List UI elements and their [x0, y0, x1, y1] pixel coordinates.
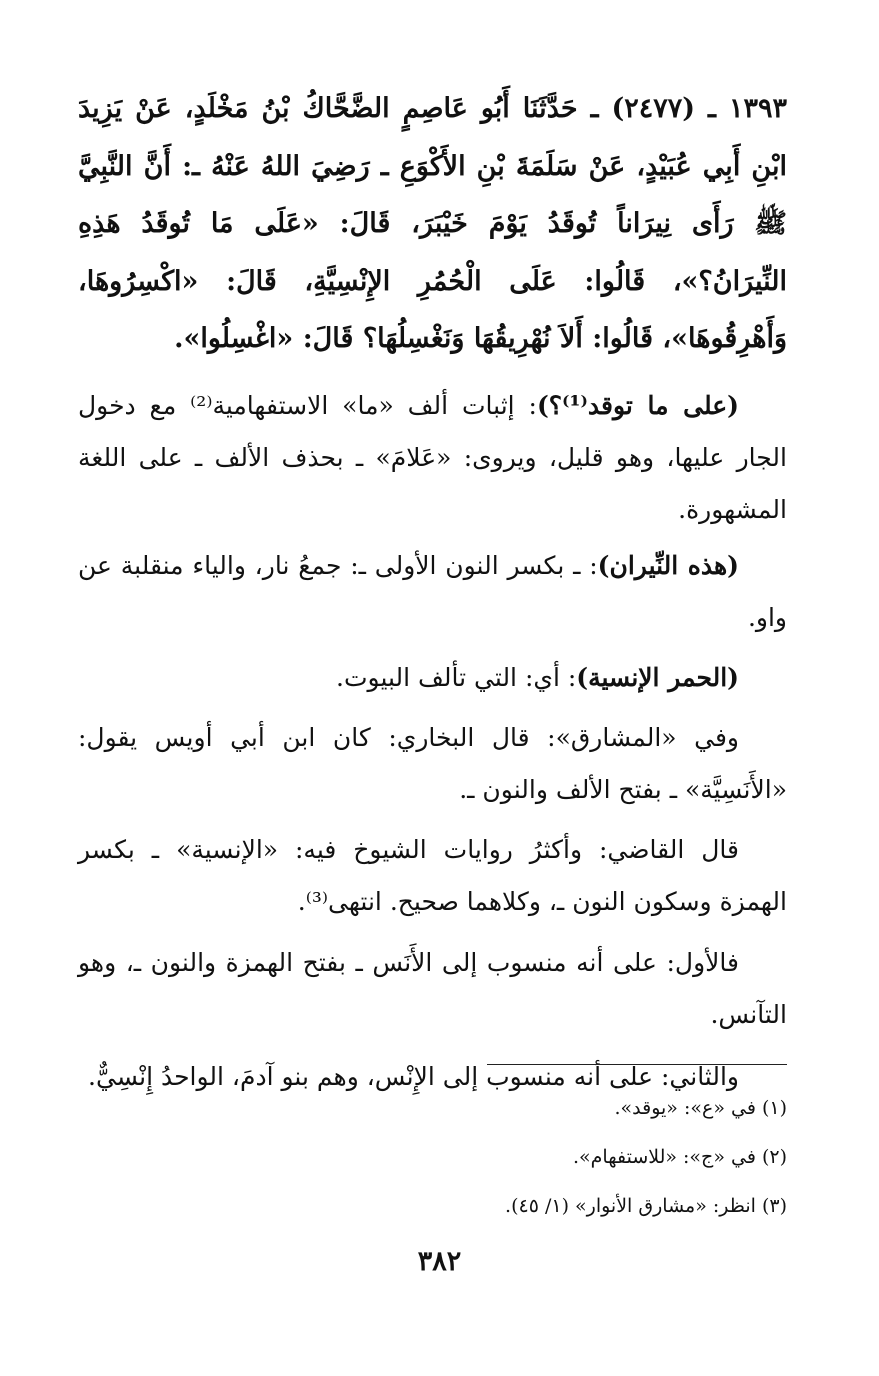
commentary-lead-3: (الحمر الإنسية): [576, 662, 739, 692]
commentary-paragraph-1: [78, 380, 787, 536]
commentary-paragraph-6: [78, 937, 787, 1041]
footnote-2: (٢) في «ج»: «للاستفهام».: [573, 1146, 787, 1168]
hadith-text: ١٣٩٣ ـ (٢٤٧٧) ـ حَدَّثَنَا أَبُو عَاصِمٍ الضَّحَّاكُ بْنُ مَخْلَدٍ، عَنْ يَزِيدَ ابْنِ أَبِي عُبَيْدٍ، عَنْ سَلَمَةَ بْنِ الأَكْوَعِ ـ رَضِيَ اللهُ عَنْهُ ـ: أَنَّ النَّبِيَّ ﷺ رَأَى نِيرَاناً تُوقَدُ يَوْمَ خَيْبَرَ، قَالَ: «عَلَى مَا تُوقَدُ هَذِهِ النِّيرَانُ؟»، قَالُوا: عَلَى الْحُمُرِ الإِنْسِيَّةِ، قَالَ: «اكْسِرُوهَا، وَأَهْرِقُوهَا»، قَالُوا: أَلاَ نُهْرِيقُهَا وَنَغْسِلُهَا؟ قَالَ: «اغْسِلُوا».: [78, 93, 787, 354]
footnote-1: (١) في «ع»: «يوقد».: [614, 1097, 787, 1119]
commentary-paragraph-5: [78, 824, 787, 928]
commentary-text-4: وفي «المشارق»: قال البخاري: كان ابن أبي أويس يقول: «الأَنَسِيَّة» ـ بفتح الألف والنون ـ.: [78, 722, 787, 804]
commentary-paragraph-2: [78, 540, 787, 644]
commentary-paragraph-4: [78, 712, 787, 816]
commentary-lead-2: (هذه النِّيران): [597, 550, 740, 580]
commentary-text-1: : إثبات ألف «ما» الاستفهامية⁽²⁾ مع دخول الجار عليها، وهو قليل، ويروى: «عَلامَ» ـ بحذف الألف ـ على اللغة المشهورة.: [78, 390, 787, 524]
page-number: ٣٨٢: [417, 1246, 462, 1277]
footnote-divider: [487, 1064, 787, 1065]
commentary-text-3: : أي: التي تألف البيوت.: [336, 662, 577, 692]
commentary-text-7: والثاني: على أنه منسوب إلى الإِنْس، وهم بنو آدمَ، الواحدُ إِنْسِيٌّ.: [88, 1061, 739, 1091]
commentary-text-5: قال القاضي: وأكثرُ روايات الشيوخ فيه: «الإنسية» ـ بكسر الهمزة وسكون النون ـ، وكلاهما صحيح. انتهى⁽³⁾.: [78, 834, 787, 916]
footnotes: [87, 1084, 787, 1231]
commentary-lead-1: (على ما توقد⁽¹⁾؟): [536, 390, 739, 420]
commentary-paragraph-3: [78, 652, 787, 704]
footnote-3: (٣) انظر: «مشارق الأنوار» (١/ ٤٥).: [505, 1195, 787, 1217]
commentary-text-6: فالأول: على أنه منسوب إلى الأَنَس ـ بفتح الهمزة والنون ـ، وهو التآنس.: [78, 947, 787, 1029]
commentary-text-2: : ـ بكسر النون الأولى ـ: جمعُ نار، والياء منقلبة عن واو.: [78, 550, 787, 632]
